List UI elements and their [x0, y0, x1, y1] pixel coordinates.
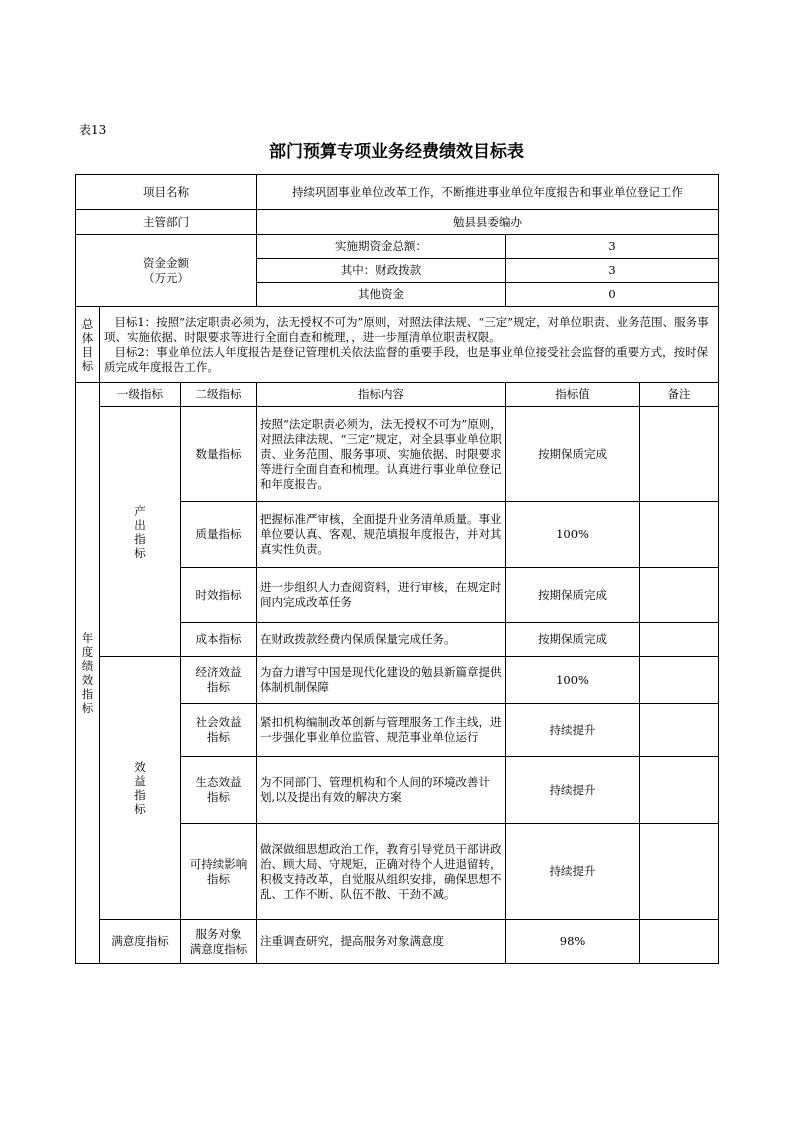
header-content: 指标内容: [257, 383, 506, 407]
social-indicator-note: [640, 704, 719, 757]
quantity-indicator-label: 数量指标: [181, 407, 257, 502]
funds-other-label: 其他资金: [257, 283, 506, 307]
funds-fiscal-label: 其中：财政拨款: [257, 259, 506, 283]
performance-target-table: [75, 174, 719, 964]
department-label: 主管部门: [76, 210, 257, 235]
ecological-indicator-content: 为不同部门、管理机构和个人间的环境改善计划,以及提出有效的解决方案: [257, 757, 506, 824]
department-value: 勉县县委编办: [257, 210, 719, 235]
economic-indicator-value: 100%: [506, 657, 640, 704]
quality-indicator-note: [640, 502, 719, 568]
goal-2: 目标2：事业单位法人年度报告是登记管理机关依法监督的重要手段，也是事业单位接受社会监督的重要方式，按时保质完成年度报告工作。: [104, 344, 709, 374]
header-note: 备注: [640, 383, 719, 407]
table-row: [76, 920, 719, 964]
cost-indicator-content: 在财政拨款经费内保质保量完成任务。: [257, 623, 506, 657]
header-level2: 二级指标: [181, 383, 257, 407]
benefit-indicators-label: 效 益 指 标: [100, 657, 181, 920]
table-number: 表13: [79, 123, 107, 137]
sustainable-indicator-content: 做深做细思想政治工作，教育引导党员干部讲政治、顾大局、守规矩，正确对待个人进退留转，积极支持改革，自觉服从组织安排，确保思想不乱、工作不断、队伍不散、干劲不减。: [257, 824, 506, 920]
ecological-indicator-note: [640, 757, 719, 824]
quality-indicator-value: 100%: [506, 502, 640, 568]
sustainable-indicator-note: [640, 824, 719, 920]
timeliness-indicator-note: [640, 568, 719, 623]
goal-1: 目标1：按照“法定职责必须为，法无授权不可为”原则，对照法律法规、“三定”规定，对单位职责、业务范围、服务事项、实施依据、时限要求等进行全面自查和梳理，，进一步厘清单位职责权限。: [104, 314, 709, 344]
annual-indicators-label: 年 度 绩 效 指 标: [76, 383, 100, 964]
sustainable-indicator-value: 持续提升: [506, 824, 640, 920]
quantity-indicator-content: 按照“法定职责必须为，法无授权不可为”原则，对照法律法规、“三定”规定，对全县事业单位职责、业务范围、服务事项、实施依据、时限要求等进行全面自查和梳理。认真进行事业单位登记和年度报告。: [257, 407, 506, 502]
indicator-header-row: [76, 383, 719, 407]
cost-indicator-label: 成本指标: [181, 623, 257, 657]
funds-total-value: 3: [506, 235, 719, 259]
timeliness-indicator-content: 进一步组织人力查阅资料，进行审核，在规定时间内完成改革任务: [257, 568, 506, 623]
overall-goals-row: [76, 307, 719, 383]
quantity-indicator-value: 按期保质完成: [506, 407, 640, 502]
social-indicator-label: 社会效益 指标: [181, 704, 257, 757]
quality-indicator-content: 把握标准严审核，全面提升业务清单质量。事业单位要认真、客观、规范填报年度报告，并对其真实性负责。: [257, 502, 506, 568]
output-indicators-label: 产 出 指 标: [100, 407, 181, 657]
cost-indicator-value: 按期保质完成: [506, 623, 640, 657]
satisfaction-indicator-content: 注重调查研究，提高服务对象满意度: [257, 920, 506, 964]
funds-total-row: [76, 235, 719, 259]
economic-indicator-note: [640, 657, 719, 704]
project-name-label: 项目名称: [76, 175, 257, 210]
satisfaction-indicators-label: 满意度指标: [100, 920, 181, 964]
economic-indicator-label: 经济效益 指标: [181, 657, 257, 704]
satisfaction-indicator-value: 98%: [506, 920, 640, 964]
timeliness-indicator-value: 按期保质完成: [506, 568, 640, 623]
overall-goals-label: 总 体 目 标: [76, 307, 100, 383]
quantity-indicator-note: [640, 407, 719, 502]
funds-total-label: 实施期资金总额：: [257, 235, 506, 259]
funds-fiscal-value: 3: [506, 259, 719, 283]
overall-goals-text: [100, 307, 719, 383]
header-level1: 一级指标: [100, 383, 181, 407]
project-name-value: 持续巩固事业单位改革工作，不断推进事业单位年度报告和事业单位登记工作: [257, 175, 719, 210]
cost-indicator-note: [640, 623, 719, 657]
department-row: [76, 210, 719, 235]
social-indicator-value: 持续提升: [506, 704, 640, 757]
funds-label-line2: （万元）: [143, 270, 190, 285]
quality-indicator-label: 质量指标: [181, 502, 257, 568]
table-row: [76, 657, 719, 704]
funds-label-line1: 资金金额: [143, 255, 190, 270]
satisfaction-indicator-note: [640, 920, 719, 964]
funds-label: [76, 235, 257, 307]
document-title: 部门预算专项业务经费绩效目标表: [269, 142, 524, 162]
social-indicator-content: 紧扣机构编制改革创新与管理服务工作主线，进一步强化事业单位监管、规范事业单位运行: [257, 704, 506, 757]
economic-indicator-content: 为奋力谱写中国是现代化建设的勉县新篇章提供体制机制保障: [257, 657, 506, 704]
table-row: [76, 407, 719, 502]
satisfaction-indicator-label: 服务对象 满意度指标: [181, 920, 257, 964]
ecological-indicator-value: 持续提升: [506, 757, 640, 824]
ecological-indicator-label: 生态效益 指标: [181, 757, 257, 824]
timeliness-indicator-label: 时效指标: [181, 568, 257, 623]
header-value: 指标值: [506, 383, 640, 407]
project-name-row: [76, 175, 719, 210]
sustainable-indicator-label: 可持续影响 指标: [181, 824, 257, 920]
funds-other-value: 0: [506, 283, 719, 307]
